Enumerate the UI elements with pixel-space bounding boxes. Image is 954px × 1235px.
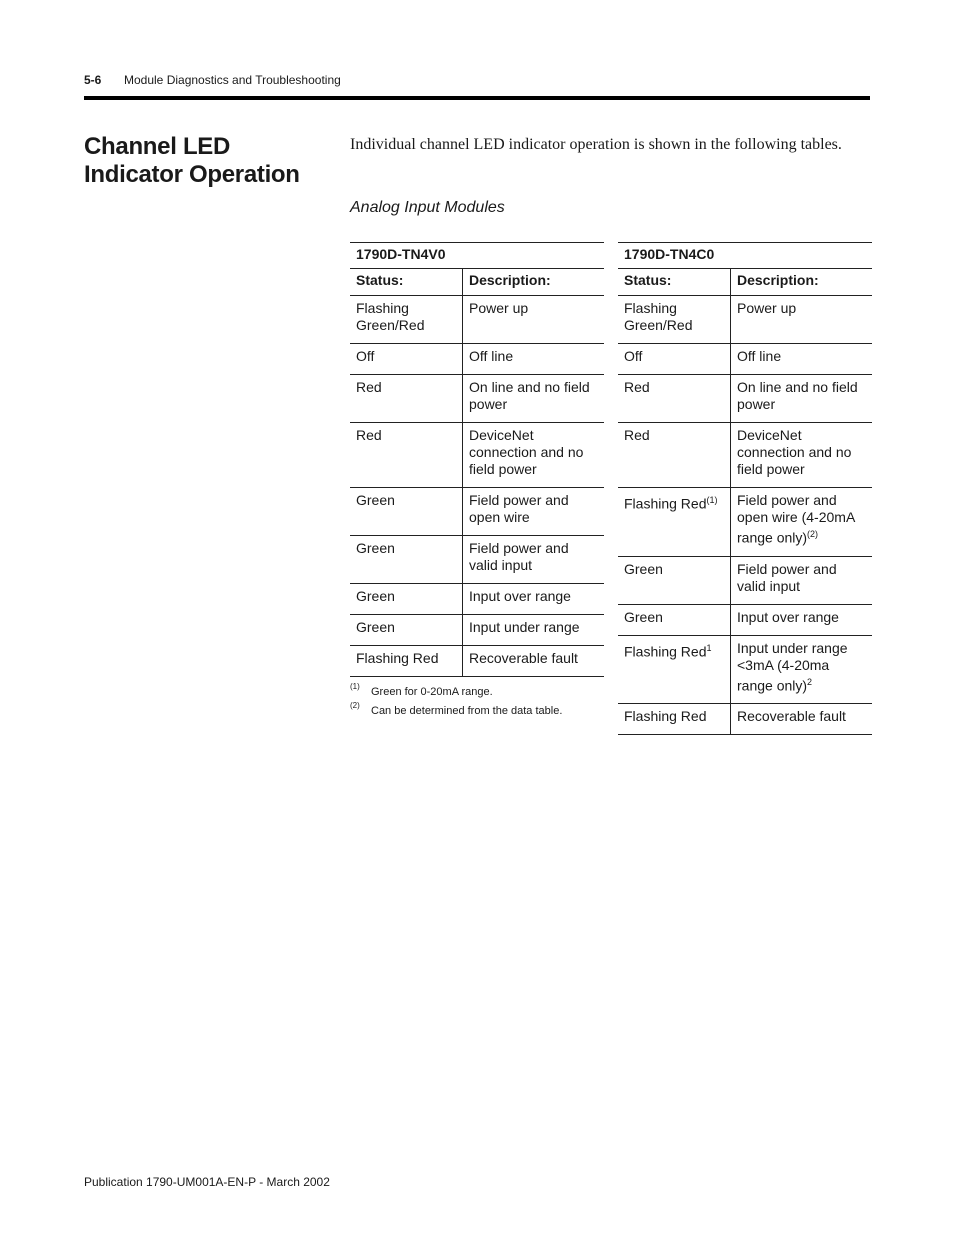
status-cell (618, 704, 731, 735)
description-cell (731, 423, 873, 488)
description-cell (463, 536, 605, 584)
table-row (618, 604, 872, 635)
description-text: Recoverable fault (737, 708, 846, 725)
description-cell (463, 488, 605, 536)
status-cell (350, 488, 463, 536)
status-cell (618, 423, 731, 488)
status-text: Flashing Red (624, 708, 707, 725)
status-text: Green (624, 560, 663, 577)
description-cell (463, 646, 605, 677)
description-cell (731, 488, 873, 557)
table-row (350, 375, 604, 423)
description-footnote-ref: (2) (807, 529, 819, 539)
status-text: Red (356, 379, 382, 395)
status-cell (350, 615, 463, 646)
description-header: Description: (731, 269, 873, 296)
status-cell (350, 375, 463, 423)
description-text: On line and no field power (737, 379, 858, 412)
description-cell (463, 296, 605, 344)
led-table-tn4c0 (618, 242, 872, 735)
status-text: Off (356, 348, 375, 364)
publication-footer: Publication 1790-UM001A-EN-P - March 2002 (84, 1175, 330, 1189)
status-text: Flashing Red (624, 643, 707, 660)
description-text: Field power and open wire (469, 492, 569, 525)
description-cell (463, 584, 605, 615)
description-cell (463, 375, 605, 423)
table-row (350, 488, 604, 536)
section-title: Channel LED Indicator Operation (84, 133, 300, 188)
status-footnote-ref: 1 (706, 642, 712, 653)
description-text: Input under range (469, 619, 580, 635)
status-text: Green (624, 608, 663, 625)
description-text: Input over range (737, 608, 839, 625)
description-cell (731, 604, 873, 635)
status-text: Green (356, 540, 395, 556)
status-cell (350, 423, 463, 488)
chapter-title: Module Diagnostics and Troubleshooting (124, 73, 341, 87)
table-row (350, 615, 604, 646)
description-text: Power up (469, 300, 529, 316)
footnote-text: Can be determined from the data table. (371, 705, 563, 717)
status-cell (618, 635, 731, 704)
table-model: 1790D-TN4C0 (618, 243, 872, 269)
description-cell (731, 344, 873, 375)
description-cell (463, 615, 605, 646)
table-row (618, 344, 872, 375)
status-cell (618, 344, 731, 375)
description-text: Off line (737, 348, 782, 364)
description-text: DeviceNet connection and no field power (469, 427, 584, 477)
status-cell (618, 375, 731, 423)
status-text: Red (356, 427, 382, 443)
table-row (350, 344, 604, 375)
description-cell (731, 296, 873, 344)
status-header: Status: (618, 269, 731, 296)
table-row (618, 488, 872, 557)
footnote-text: Green for 0-20mA range. (371, 686, 493, 698)
description-footnote-ref: 2 (807, 676, 813, 687)
status-cell (618, 604, 731, 635)
status-footnote-ref: (1) (706, 495, 718, 505)
description-text: Field power and open wire (4-20mA range only) (737, 492, 855, 546)
table-row (618, 375, 872, 423)
description-cell (731, 375, 873, 423)
subheading: Analog Input Modules (350, 199, 505, 216)
description-text: DeviceNet connection and no field power (737, 427, 852, 477)
led-table-tn4v0 (350, 242, 604, 677)
status-cell (618, 488, 731, 557)
description-header: Description: (463, 269, 605, 296)
status-text: Flashing Red (624, 495, 707, 512)
table-row (618, 704, 872, 735)
description-text: Power up (737, 300, 797, 316)
table-row (350, 536, 604, 584)
table-row (618, 556, 872, 604)
status-text: Red (624, 379, 650, 395)
table-row (618, 423, 872, 488)
description-text: Off line (469, 348, 514, 364)
description-text: Input over range (469, 588, 571, 604)
status-text: Green (356, 492, 395, 508)
status-text: Red (624, 427, 650, 443)
status-cell (618, 296, 731, 344)
intro-paragraph: Individual channel LED indicator operation is shown in the following tables. (350, 136, 842, 153)
status-text: Flashing Green/Red (356, 300, 425, 333)
status-text: Green (356, 619, 395, 635)
footnote-mark: (2) (350, 701, 360, 710)
status-cell (618, 556, 731, 604)
description-text: Field power and valid input (469, 540, 569, 573)
footnote-mark: (1) (350, 682, 360, 691)
status-cell (350, 536, 463, 584)
description-text: Recoverable fault (469, 650, 578, 666)
description-text: Field power and valid input (737, 560, 837, 594)
table-model: 1790D-TN4V0 (350, 243, 604, 269)
table-row (350, 646, 604, 677)
description-text: On line and no field power (469, 379, 590, 412)
table-row (618, 296, 872, 344)
status-cell (350, 584, 463, 615)
table-row (350, 423, 604, 488)
status-text: Flashing Red (356, 650, 439, 666)
status-cell (350, 646, 463, 677)
status-cell (350, 344, 463, 375)
table-row (350, 584, 604, 615)
table-row (350, 296, 604, 344)
description-cell (463, 344, 605, 375)
table-row (618, 635, 872, 704)
description-text: Input under range <3mA (4-20ma range only) (737, 639, 848, 694)
page-number: 5-6 (84, 73, 102, 87)
description-cell (731, 704, 873, 735)
status-header: Status: (350, 269, 463, 296)
description-cell (463, 423, 605, 488)
description-cell (731, 556, 873, 604)
status-text: Off (624, 348, 643, 364)
description-cell (731, 635, 873, 704)
status-text: Flashing Green/Red (624, 300, 693, 333)
status-text: Green (356, 588, 395, 604)
status-cell (350, 296, 463, 344)
header-rule (84, 96, 870, 100)
